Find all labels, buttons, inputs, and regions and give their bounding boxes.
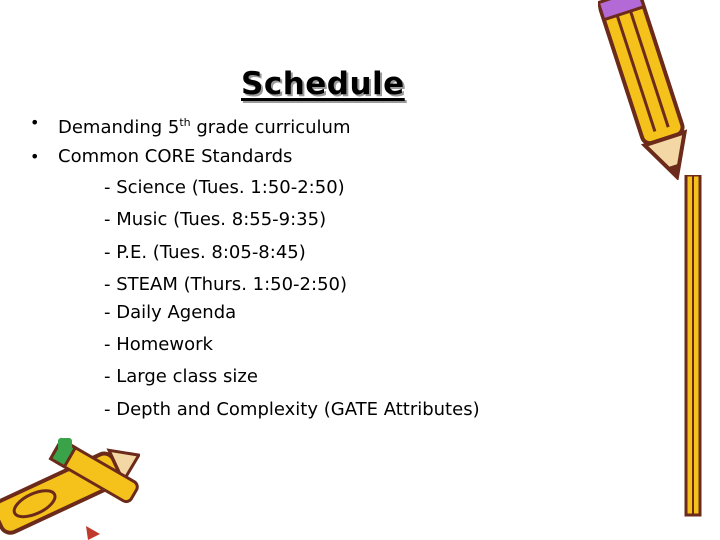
sub-item: - Science (Tues. 1:50-2:50) xyxy=(104,177,345,198)
pencil-icon xyxy=(598,0,708,180)
sub-item: - Homework xyxy=(104,334,213,355)
pencil-icon xyxy=(682,175,706,535)
sub-item: - Large class size xyxy=(104,366,258,387)
sub-item: - P.E. (Tues. 8:05-8:45) xyxy=(104,242,306,263)
bullet-text: Demanding 5th grade curriculum xyxy=(58,116,351,138)
slide-title: Schedule xyxy=(241,66,405,102)
pencils-icon xyxy=(0,430,140,540)
sub-item: - Depth and Complexity (GATE Attributes) xyxy=(104,399,480,420)
sub-item: - Music (Tues. 8:55-9:35) xyxy=(104,209,327,230)
bullet-marker: • xyxy=(30,113,40,132)
sub-item: - Daily Agenda xyxy=(104,302,237,323)
bullet-text: Common CORE Standards xyxy=(58,146,293,167)
bullet-marker: • xyxy=(30,147,40,166)
sub-item: - STEAM (Thurs. 1:50-2:50) xyxy=(104,274,347,295)
